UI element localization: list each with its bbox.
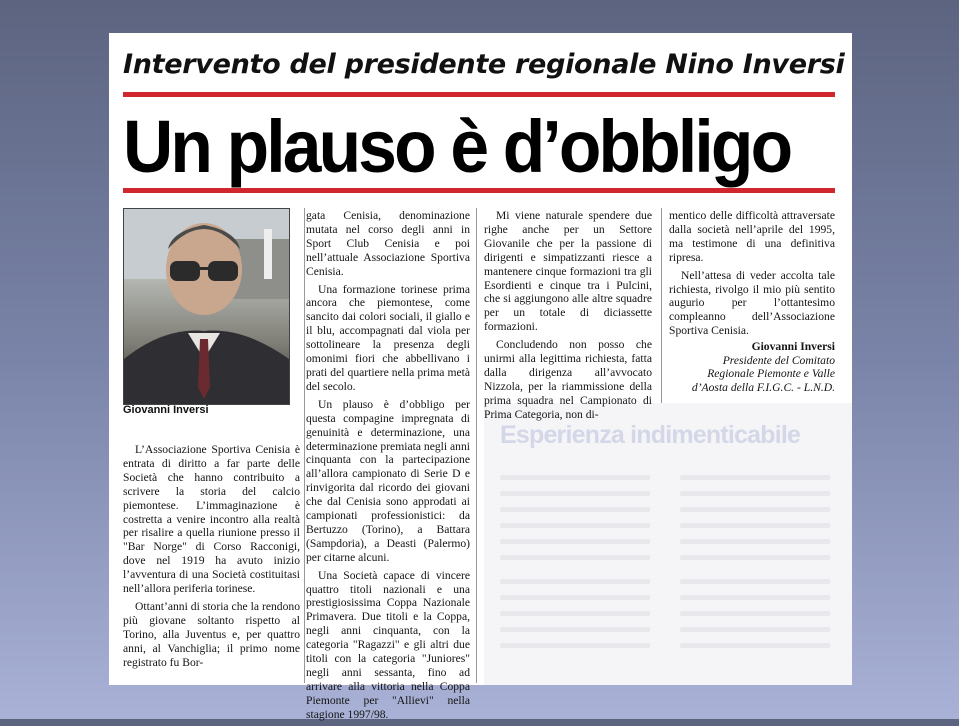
paragraph: Un plauso è d’obbligo per questa compagine impregnata di genuinità e determinazione, una determinazione premiata negli anni cinquanta con la partecipazione all’allora campionato di Serie D e rinvigorita dal ricordo dei giovani che dal Cenisia sono approdati ai campionati professionistici: da Bertuzzo (Torino), a Battara (Sampdoria), a Deasti (Palermo) per citarne alcuni. (306, 397, 470, 564)
ghost-text-line (500, 475, 650, 480)
ghost-text-line (500, 627, 650, 632)
ghost-text-line (500, 523, 650, 528)
red-rule-top (123, 92, 835, 97)
paragraph: Una Società capace di vincere quattro titoli nazionali e una prestigiosissima Coppa Nazionale Primavera. Due titoli e la Coppa, negli anni cinquanta, con la categoria "Ragazzi" e gli altri due titoli con la categoria "Juniores" negli anni sessanta, fino ad arrivare alla vittoria nella Coppa Piemonte per "Allievi" nella stagione 1997/98. (306, 568, 470, 721)
ghost-text-line (680, 507, 830, 512)
paragraph: Una formazione torinese prima ancora che piemontese, come sancito dai colori sociali, il giallo e il blu, accompagnati dal viola per sottolineare la presenza degli omonimi fiori che abbellivano i prati del quartiere nella prima metà del secolo. (306, 282, 470, 393)
faded-overlay-article (484, 403, 852, 685)
ghost-text-line (680, 475, 830, 480)
article-column-1 (123, 443, 300, 674)
faded-article-title: Esperienza indimenticabile (500, 421, 801, 449)
paragraph: gata Cenisia, denominazione mutata nel corso degli anni in Sport Club Cenisia e poi nell’attuale Associazione Sportiva Cenisia. (306, 209, 470, 278)
red-rule-bottom (123, 188, 835, 193)
article-column-2 (306, 209, 470, 726)
ghost-text-line (680, 579, 830, 584)
ghost-text-line (680, 491, 830, 496)
ghost-text-line (680, 627, 830, 632)
ghost-text-line (680, 539, 830, 544)
paragraph: L’Associazione Sportiva Cenisia è entrata di diritto a far parte delle Società che hanno contribuito a scrivere la storia del calcio piemontese. L’immaginazione è costretta a venire incontro alla realtà per risalire a quella riunione presso il "Bar Norge" di Corso Racconigi, dove nel 1919 ha avuto inizio l’avventura di una Società costituitasi nell’allora periferia torinese. (123, 443, 300, 596)
column-divider (661, 208, 662, 403)
paragraph: Nell’attesa di veder accolta tale richiesta, rivolgo il mio più sentito augurio per l’ottantesimo compleanno dell’Associazione Sportiva Cenisia. (669, 268, 835, 338)
ghost-text-line (500, 539, 650, 544)
ghost-text-line (680, 595, 830, 600)
paragraph: mentico delle difficoltà attraversate dalla società nell’aprile del 1995, ma testimone di una definitiva ripresa. (669, 209, 835, 264)
ghost-text-line (500, 643, 650, 648)
signature-name: Giovanni Inversi (751, 340, 835, 353)
signature-role-line: Regionale Piemonte e Valle (707, 367, 835, 381)
signature-block (669, 340, 835, 394)
signature-role-line: d’Aosta della F.I.G.C. - L.N.D. (691, 380, 835, 394)
article-headline: Un plauso è d’obbligo (123, 105, 791, 188)
article-column-4 (669, 209, 835, 342)
article-column-3 (484, 209, 652, 426)
column-divider (476, 208, 477, 683)
photo-caption: Giovanni Inversi (123, 404, 209, 416)
ghost-text-line (680, 643, 830, 648)
column-divider (304, 208, 305, 683)
ghost-text-line (500, 507, 650, 512)
ghost-text-line (500, 555, 650, 560)
ghost-text-line (500, 579, 650, 584)
ghost-text-line (500, 595, 650, 600)
ghost-text-line (500, 611, 650, 616)
newspaper-clipping (109, 33, 852, 721)
ghost-text-line (680, 523, 830, 528)
portrait-photo (123, 208, 290, 405)
ghost-text-line (500, 491, 650, 496)
article-kicker: Intervento del presidente regionale Nino Inversi (123, 49, 845, 80)
portrait-figure-icon (124, 209, 289, 404)
paragraph: Ottant’anni di storia che la rendono più giovane soltanto rispetto al Torino, alla Juventus e, per quattro anni, al Vanchiglia; il primo nome registrato fu Bor- (123, 599, 300, 669)
paragraph: Mi viene naturale spendere due righe anche per un Settore Giovanile che per la passione di dirigenti e simpatizzanti riesce a mantenere cinque formazioni tra gli Esordienti e cinque tra i Pulcini, che si aggiungono alle altre squadre per un totale di diciassette formazioni. (484, 209, 652, 334)
signature-role-line: Presidente del Comitato (722, 353, 835, 367)
ghost-text-line (680, 611, 830, 616)
paragraph: Concludendo non posso che unirmi alla legittima richiesta, fatta dalla dirigenza all’avvocato Nizzola, per la riammissione della prima squadra nel Campionato di Prima Categoria, non di- (484, 338, 652, 421)
ghost-text-line (680, 555, 830, 560)
